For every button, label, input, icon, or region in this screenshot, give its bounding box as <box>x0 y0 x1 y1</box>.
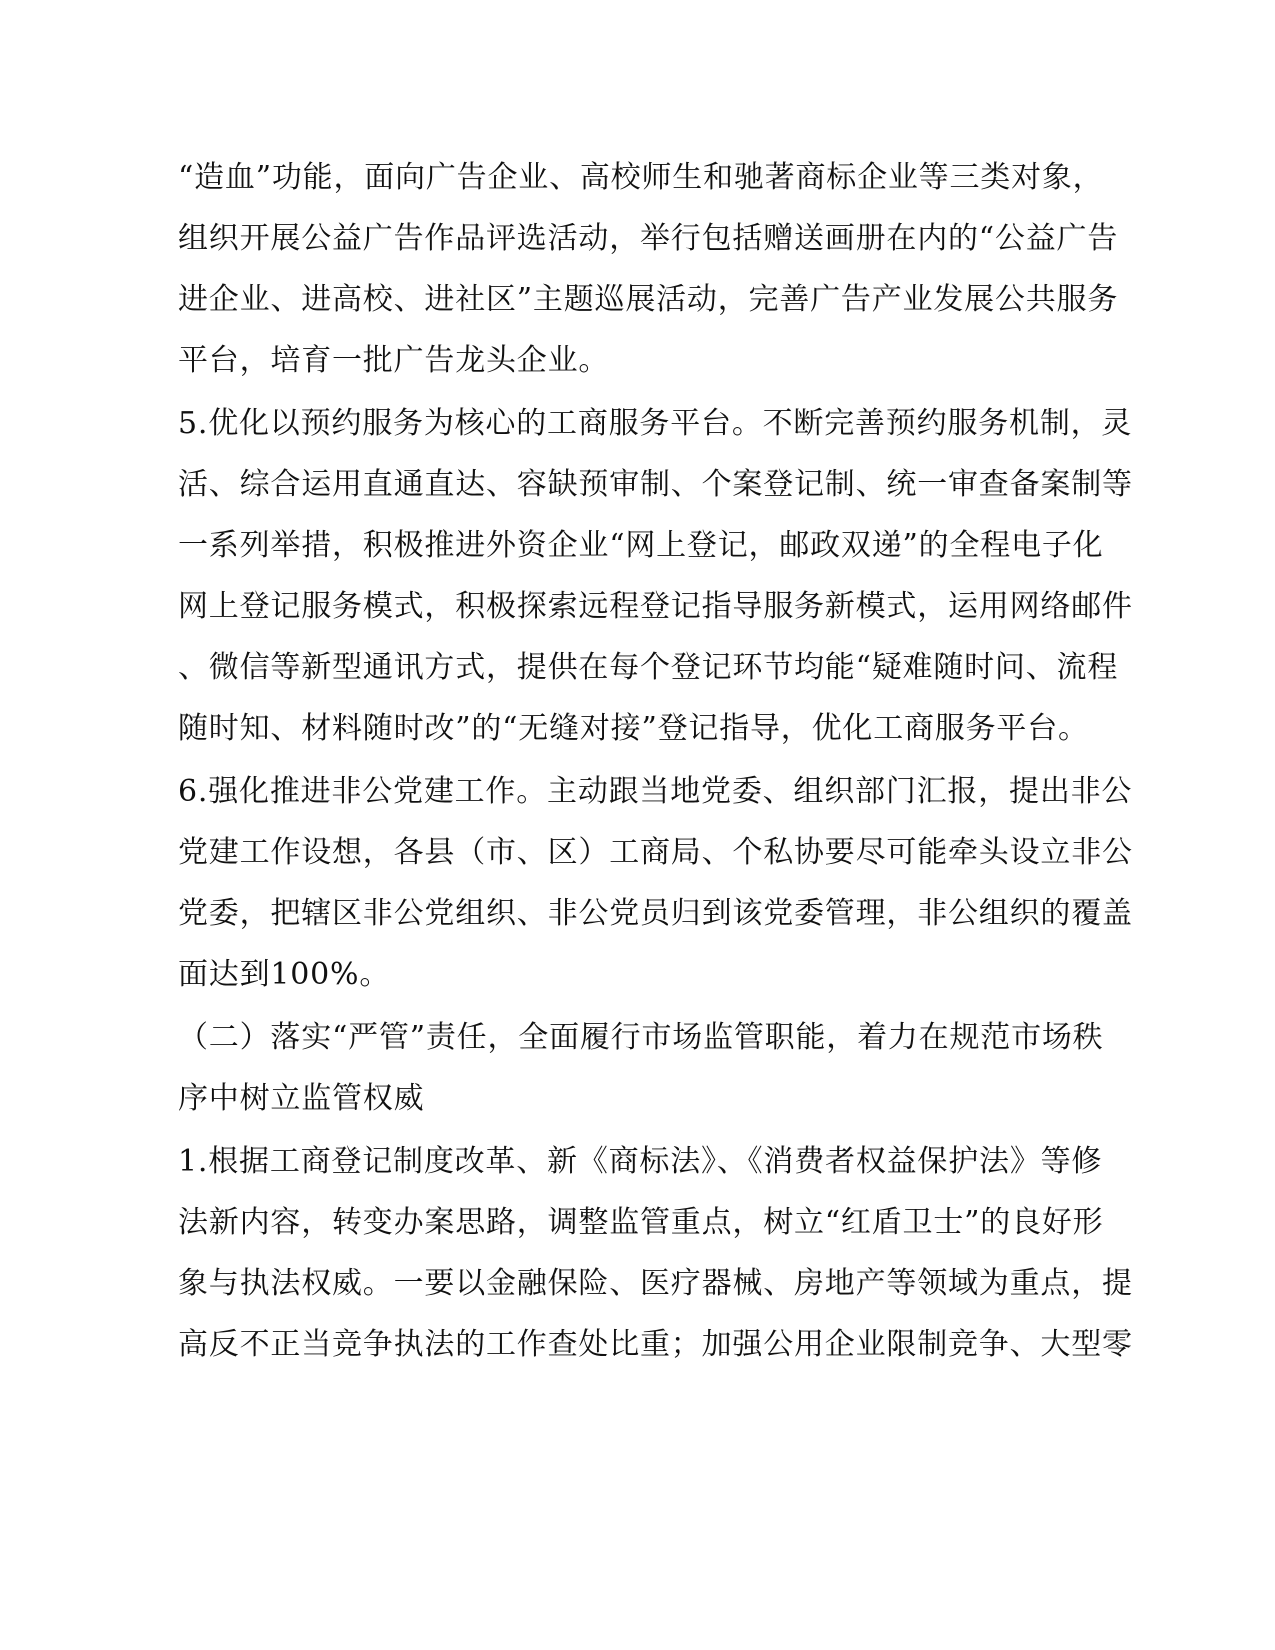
text-line-16: 序中树立监管权威 <box>178 1081 425 1116</box>
text-line-6: 活、综合运用直通直达、容缺预审制、个案登记制、统一审查备案制等 <box>178 467 1133 502</box>
text-line-14: 面达到100%。 <box>178 957 391 992</box>
text-line-8: 网上登记服务模式，积极探索远程登记指导服务新模式，运用网络邮件 <box>178 589 1133 624</box>
text-line-2: 组织开展公益广告作品评选活动，举行包括赠送画册在内的“公益广告 <box>178 221 1119 256</box>
text-line-9: 、微信等新型通讯方式，提供在每个登记环节均能“疑难随时问、流程 <box>178 650 1119 685</box>
text-line-18: 法新内容，转变办案思路，调整监管重点，树立“红盾卫士”的良好形 <box>178 1205 1104 1240</box>
text-line-4: 平台，培育一批广告龙头企业。 <box>178 343 610 378</box>
text-line-13: 党委，把辖区非公党组织、非公党员归到该党委管理，非公组织的覆盖 <box>178 896 1133 931</box>
text-line-17: 1.根据工商登记制度改革、新《商标法》、《消费者权益保护法》等修 <box>178 1144 1103 1179</box>
text-line-1: “造血”功能，面向广告企业、高校师生和驰著商标企业等三类对象， <box>178 160 1104 195</box>
text-line-10: 随时知、材料随时改”的“无缝对接”登记指导，优化工商服务平台。 <box>178 711 1089 746</box>
text-line-12: 党建工作设想，各县（市、区）工商局、个私协要尽可能牵头设立非公 <box>178 835 1133 870</box>
text-line-19: 象与执法权威。一要以金融保险、医疗器械、房地产等领域为重点，提 <box>178 1266 1133 1301</box>
text-line-11: 6.强化推进非公党建工作。主动跟当地党委、组织部门汇报，提出非公 <box>178 774 1133 809</box>
text-line-5: 5.优化以预约服务为核心的工商服务平台。不断完善预约服务机制，灵 <box>178 406 1133 441</box>
text-line-20: 高反不正当竞争执法的工作查处比重；加强公用企业限制竞争、大型零 <box>178 1327 1133 1362</box>
text-line-15: （二）落实“严管”责任，全面履行市场监管职能，着力在规范市场秩 <box>178 1020 1104 1055</box>
text-line-7: 一系列举措，积极推进外资企业“网上登记，邮政双递”的全程电子化 <box>178 528 1104 563</box>
text-line-3: 进企业、进高校、进社区”主题巡展活动，完善广告产业发展公共服务 <box>178 282 1119 317</box>
